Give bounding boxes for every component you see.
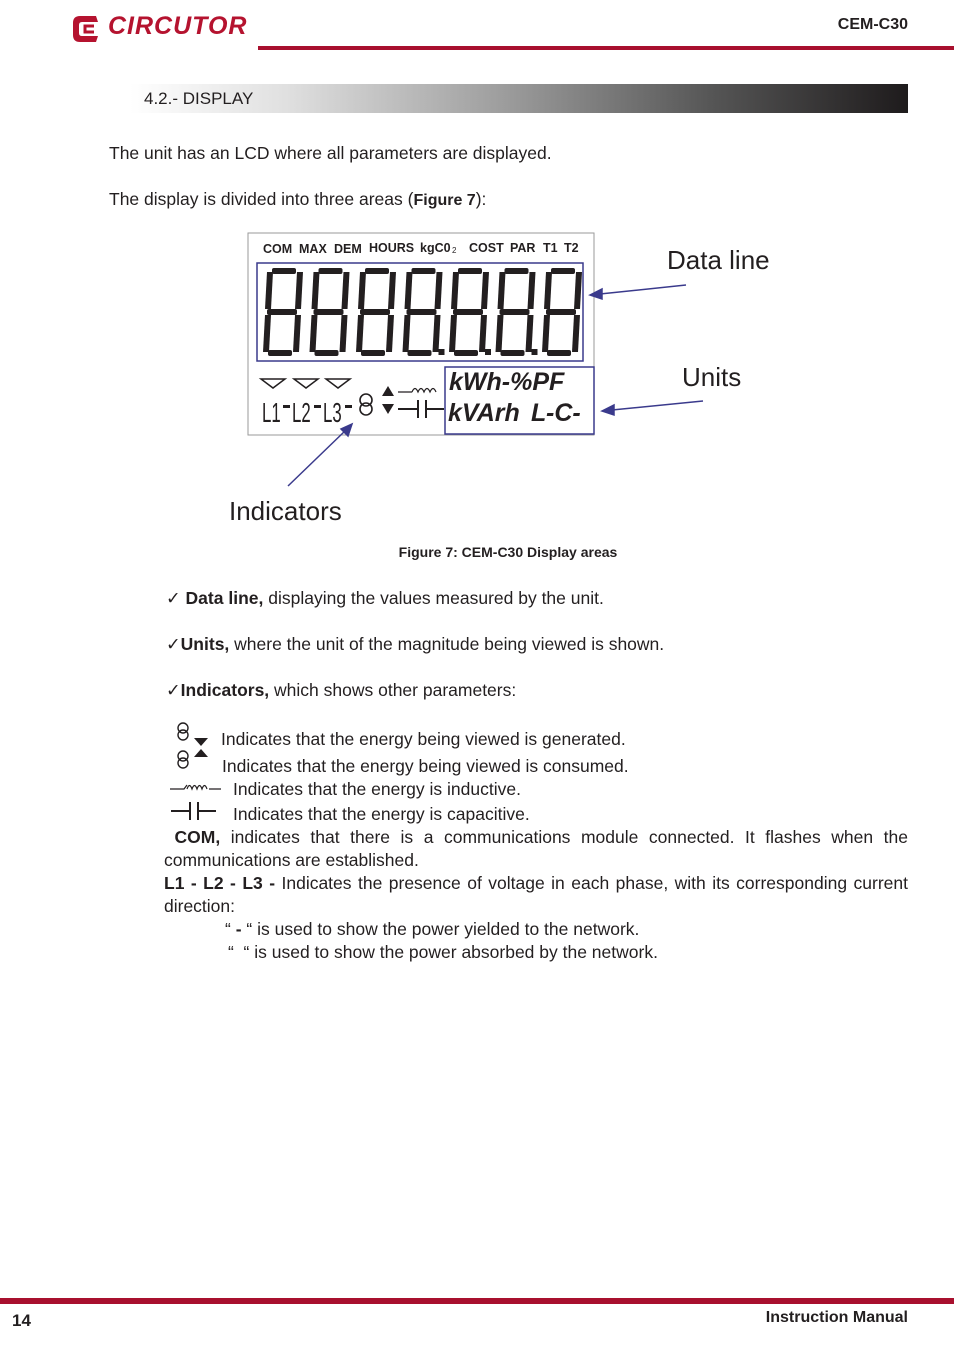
units-row-2-kvarh: kVArh (448, 399, 520, 427)
bullet-term: Data line, (185, 588, 264, 608)
lcd-segment (454, 350, 478, 356)
bullet-term: Units, (180, 634, 230, 654)
lcd-segment (319, 268, 343, 274)
units-row-1: kWh-%PF (449, 368, 565, 396)
lcd-label-par: PAR (510, 241, 536, 255)
bullet-term: Indicators, (180, 680, 270, 700)
footer-rule (0, 1298, 954, 1304)
generated-icon (194, 738, 208, 746)
lcd-segment (267, 309, 297, 315)
check-icon: ✓ (166, 680, 181, 700)
page-number: 14 (12, 1311, 31, 1330)
display-figure (200, 225, 820, 540)
inductive-icon (169, 780, 225, 796)
intro-paragraph-2 (109, 188, 486, 212)
phases-line-yielded (225, 918, 639, 940)
lcd-top-labels (263, 241, 579, 256)
lcd-label-max: MAX (299, 242, 327, 256)
lcd-segment (453, 309, 483, 315)
lcd-segment (501, 350, 525, 356)
phase-labels (262, 397, 352, 429)
phase-l1: L1 (262, 396, 281, 429)
lcd-segment (314, 309, 344, 315)
footer-title: Instruction Manual (765, 1309, 908, 1326)
indicator-inductive-text: Indicates that the energy is inductive. (233, 779, 521, 799)
lcd-label-dem: DEM (334, 242, 362, 256)
indicator-consumed-text: Indicates that the energy being viewed is consumed. (222, 756, 629, 776)
phases-line-absorbed: “ “ is used to show the power absorbed by the network. (228, 942, 658, 962)
lcd-segment (505, 268, 529, 274)
lcd-decimal-point (485, 349, 491, 355)
indicator-generated-text: Indicates that the energy being viewed is generated. (221, 729, 626, 749)
lcd-segment (272, 268, 296, 274)
phase-l3: L3 (323, 396, 342, 429)
lcd-label-hours: HOURS (369, 241, 415, 255)
lcd-segment (458, 268, 482, 274)
callout-units: Units (682, 362, 742, 392)
arrow-units (612, 401, 703, 410)
lcd-segment (408, 350, 432, 356)
callout-indicators: Indicators (229, 496, 342, 526)
com-paragraph (164, 826, 908, 872)
lcd-segment (412, 268, 436, 274)
dash-symbol: - (235, 919, 242, 939)
lcd-segment (360, 309, 390, 315)
intro-p2-prefix: The display is divided into three areas ( (109, 189, 414, 209)
phases-line-yielded-text: “ is used to show the power yielded to the network. (241, 919, 640, 939)
lcd-segment (361, 350, 385, 356)
capacitive-icon (170, 800, 220, 822)
bullet-text: which shows other parameters: (269, 680, 517, 700)
figure-reference: Figure 7 (413, 192, 476, 209)
bullet-text: where the unit of the magnitude being viewed is shown. (229, 634, 665, 654)
lcd-decimal-point (532, 349, 538, 355)
lcd-segment (407, 309, 437, 315)
header-rule (258, 46, 954, 50)
bullet-text: displaying the values measured by the unit. (263, 588, 604, 608)
intro-p2-suffix: ): (475, 189, 487, 209)
lcd-segment (551, 268, 575, 274)
lcd-label-t1: T1 (543, 241, 558, 255)
arrow-indicators (288, 430, 346, 486)
bullet-units (166, 633, 664, 655)
lcd-label-kgco: kgC0 (420, 241, 451, 255)
lcd-segment (500, 309, 530, 315)
section-bar (130, 84, 908, 113)
model-name: CEM-C30 (837, 16, 908, 33)
bullet-data-line (166, 587, 604, 609)
generated-consumed-icons (172, 718, 212, 776)
lcd-segment (547, 350, 571, 356)
phases-term: L1 - L2 - L3 - (164, 873, 276, 893)
quote-open: “ (225, 919, 236, 939)
com-term: COM, (174, 827, 221, 847)
lcd-decimal-point (439, 349, 445, 355)
section-title: 4.2.- DISPLAY (144, 89, 254, 108)
lcd-segment (546, 309, 576, 315)
arrow-data-line (600, 285, 686, 294)
brand-name: CIRCUTOR (108, 12, 248, 40)
check-icon: ✓ (166, 588, 181, 608)
lcd-segment (315, 350, 339, 356)
lcd-segment (268, 350, 292, 356)
consumed-icon (194, 749, 208, 757)
lcd-segment (365, 268, 389, 274)
check-icon: ✓ (166, 634, 181, 654)
callout-data-line: Data line (667, 245, 770, 275)
lcd-label-t2: T2 (564, 241, 579, 255)
figure-caption: Figure 7: CEM-C30 Display areas (398, 544, 618, 560)
bullet-indicators (166, 679, 516, 701)
circutor-logo (70, 10, 250, 48)
indicator-capacitive-text: Indicates that the energy is capacitive. (233, 804, 530, 824)
phase-l2: L2 (292, 396, 311, 429)
phases-text: Indicates the presence of voltage in each phase, with its corresponding current direction: (164, 873, 908, 916)
lcd-label-cost: COST (469, 241, 504, 255)
intro-paragraph-1: The unit has an LCD where all parameters are displayed. (109, 143, 552, 163)
com-text: indicates that there is a communications module connected. It flashes when the communications are established. (164, 827, 908, 870)
lcd-label-com: COM (263, 242, 293, 256)
units-row-2-l: L (531, 399, 547, 427)
units-row-2-c: -C- (546, 399, 581, 427)
lcd-label-subscript: 2 (452, 246, 457, 255)
circutor-logo-mark-icon (70, 12, 104, 46)
phases-paragraph (164, 872, 908, 918)
